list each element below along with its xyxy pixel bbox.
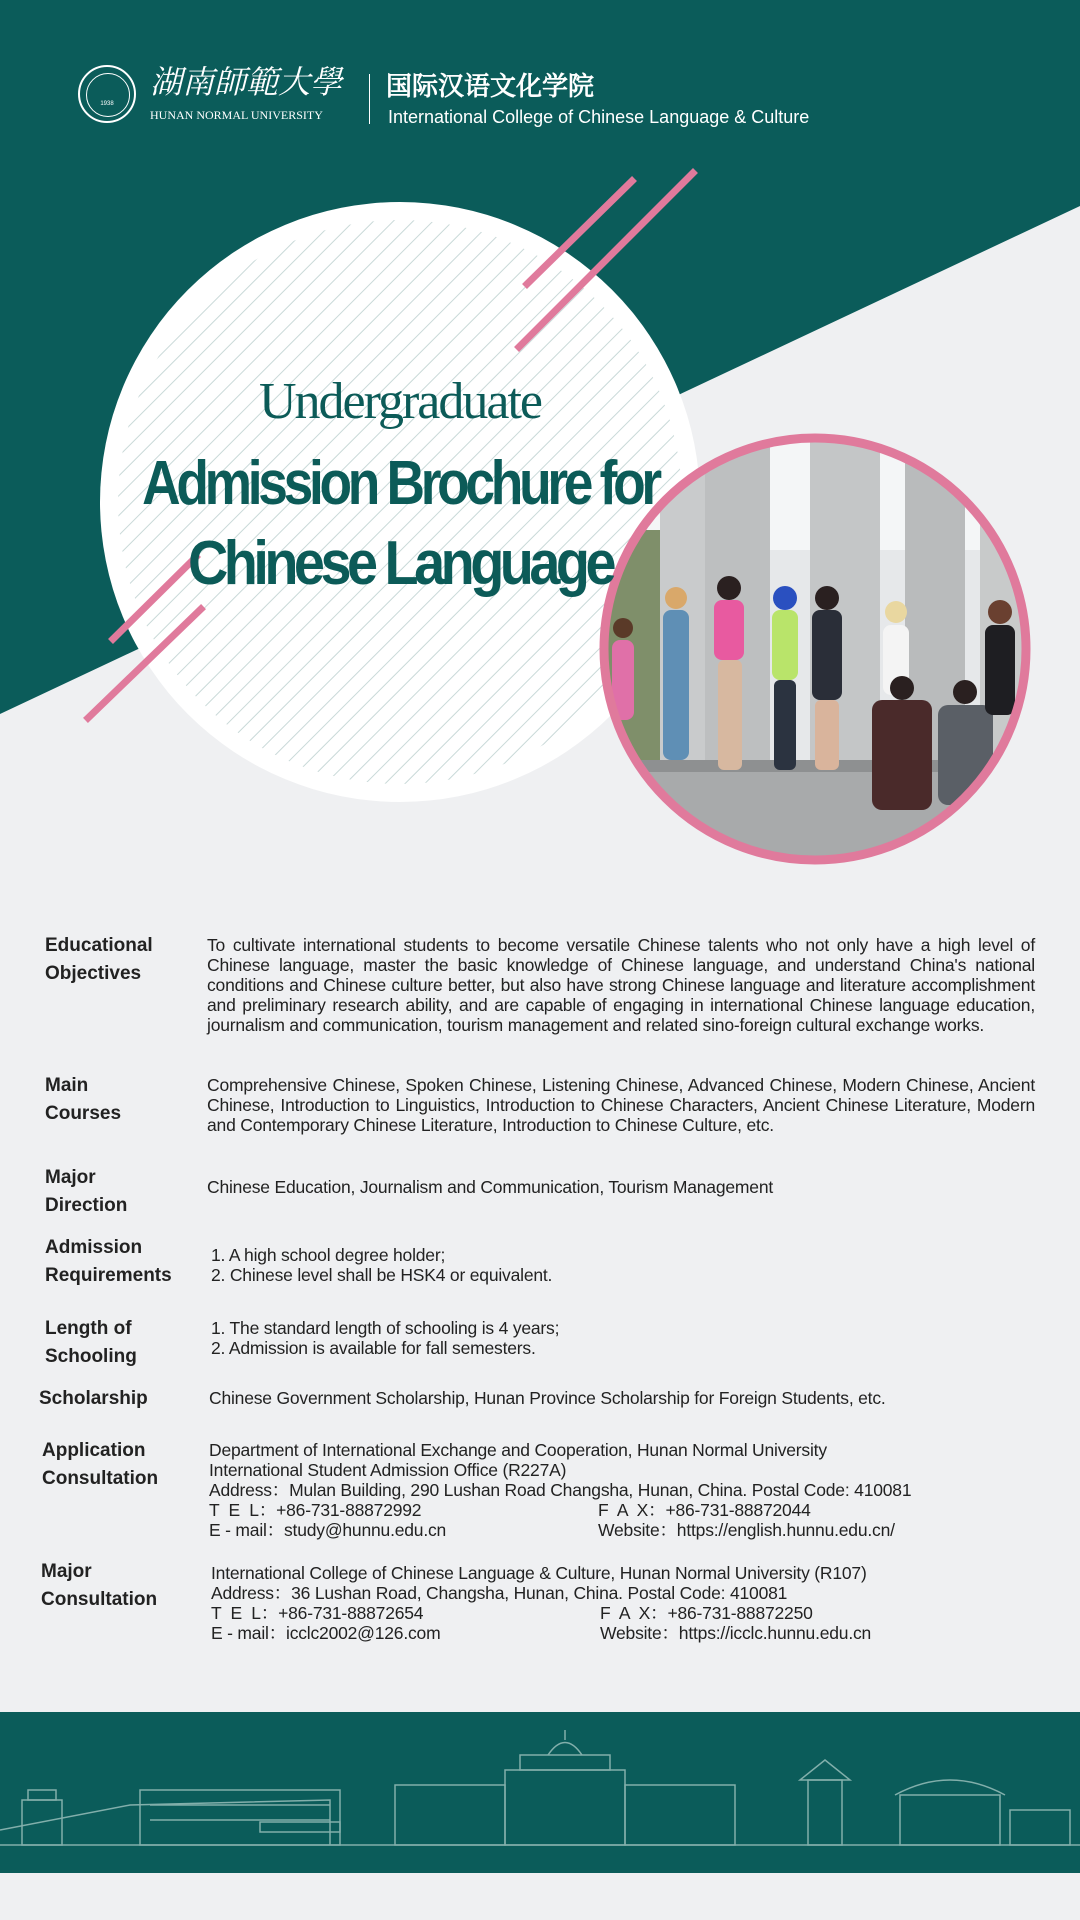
info-row-main-courses	[0, 1072, 1080, 1164]
row-label: Main	[45, 1075, 89, 1096]
info-row-major-consultation	[0, 1558, 1080, 1643]
seal-year: 1938	[100, 101, 114, 107]
info-row-application-consultation	[0, 1437, 1080, 1558]
row-content-line: 2. Chinese level shall be HSK4 or equivalent.	[211, 1265, 553, 1285]
tel: T E L：+86-731-88872992	[209, 1500, 422, 1520]
row-content-line: International Student Admission Office (R227A)	[209, 1460, 567, 1480]
row-label: Length of	[45, 1318, 132, 1339]
website-link[interactable]: Website：https://english.hunnu.edu.cn/	[598, 1520, 895, 1540]
row-content-line: 2. Admission is available for fall semesters.	[211, 1338, 536, 1358]
row-content-line: 1. A high school degree holder;	[211, 1245, 446, 1265]
row-content-line: International College of Chinese Language & Culture, Hunan Normal University (R107)	[211, 1563, 867, 1583]
row-label: Requirements	[45, 1265, 172, 1286]
row-label: Admission	[45, 1237, 143, 1258]
fax: F A X：+86-731-88872250	[600, 1603, 813, 1623]
title-chinese-language: Chinese Language	[187, 529, 613, 598]
row-content-line: Address：36 Lushan Road, Changsha, Hunan, China. Postal Code: 410081	[211, 1583, 788, 1603]
info-row-educational-objectives	[0, 932, 1080, 1072]
info-row-length-of-schooling	[0, 1315, 1080, 1385]
info-row-scholarship	[0, 1385, 1080, 1437]
row-label: Major	[41, 1561, 92, 1582]
info-row-admission-requirements	[0, 1234, 1080, 1315]
row-content-line: 1. The standard length of schooling is 4 years;	[211, 1318, 560, 1338]
row-label: Objectives	[45, 963, 142, 984]
info-table	[0, 932, 1080, 1643]
row-label: Major	[45, 1167, 96, 1188]
university-name-cn: 湖南師範大學	[150, 63, 343, 101]
title-undergraduate: Undergraduate	[258, 373, 541, 430]
row-label: Consultation	[42, 1468, 159, 1489]
college-name-cn: 国际汉语文化学院	[386, 71, 595, 101]
university-name-en: HUNAN NORMAL UNIVERSITY	[150, 108, 323, 122]
header-divider	[369, 74, 370, 124]
email-link[interactable]: E - mail：icclc2002@126.com	[211, 1623, 441, 1643]
row-content: Chinese Education, Journalism and Communication, Tourism Management	[207, 1177, 774, 1197]
footer-band	[0, 1712, 1080, 1873]
row-content: Comprehensive Chinese, Spoken Chinese, Listening Chinese, Advanced Chinese, Modern Chinese, Ancient Chinese, Introduction to Linguistics, Introduction to Chinese Characters, Ancient Chinese Literature, Modern and Contemporary Chinese Literature, Introduction to Chinese Culture, etc.	[207, 1075, 1035, 1135]
row-label: Courses	[45, 1103, 122, 1124]
college-name-en: International College of Chinese Language & Culture	[388, 107, 810, 127]
row-label: Schooling	[45, 1346, 137, 1367]
row-label: Educational	[45, 935, 153, 956]
tel: T E L：+86-731-88872654	[211, 1603, 424, 1623]
info-row-major-direction	[0, 1164, 1080, 1234]
row-label: Application	[42, 1440, 146, 1461]
email-link[interactable]: E - mail：study@hunnu.edu.cn	[209, 1520, 447, 1540]
university-seal	[78, 65, 136, 123]
row-content-line: Department of International Exchange and Cooperation, Hunan Normal University	[209, 1440, 827, 1460]
row-label: Scholarship	[39, 1388, 148, 1409]
fax: F A X：+86-731-88872044	[598, 1500, 811, 1520]
row-content: Chinese Government Scholarship, Hunan Province Scholarship for Foreign Students, etc.	[209, 1388, 886, 1408]
row-content-line: Address：Mulan Building, 290 Lushan Road Changsha, Hunan, China. Postal Code: 410081	[209, 1480, 912, 1500]
website-link[interactable]: Website：https://icclc.hunnu.edu.cn	[600, 1623, 872, 1643]
row-label: Direction	[45, 1195, 128, 1216]
row-content: To cultivate international students to become versatile Chinese talents who not only have a high level of Chinese language, master the basic knowledge of Chinese language, and understand China's national conditions and Chinese culture better, but also have strong Chinese language and literature accomplishment and preliminary research ability, and are capable of engaging in international Chinese language education, journalism and communication, tourism management and related sino-foreign cultural exchange works.	[207, 935, 1035, 1035]
row-label: Consultation	[41, 1589, 158, 1610]
title-admission-brochure: Admission Brochure for	[142, 449, 658, 518]
